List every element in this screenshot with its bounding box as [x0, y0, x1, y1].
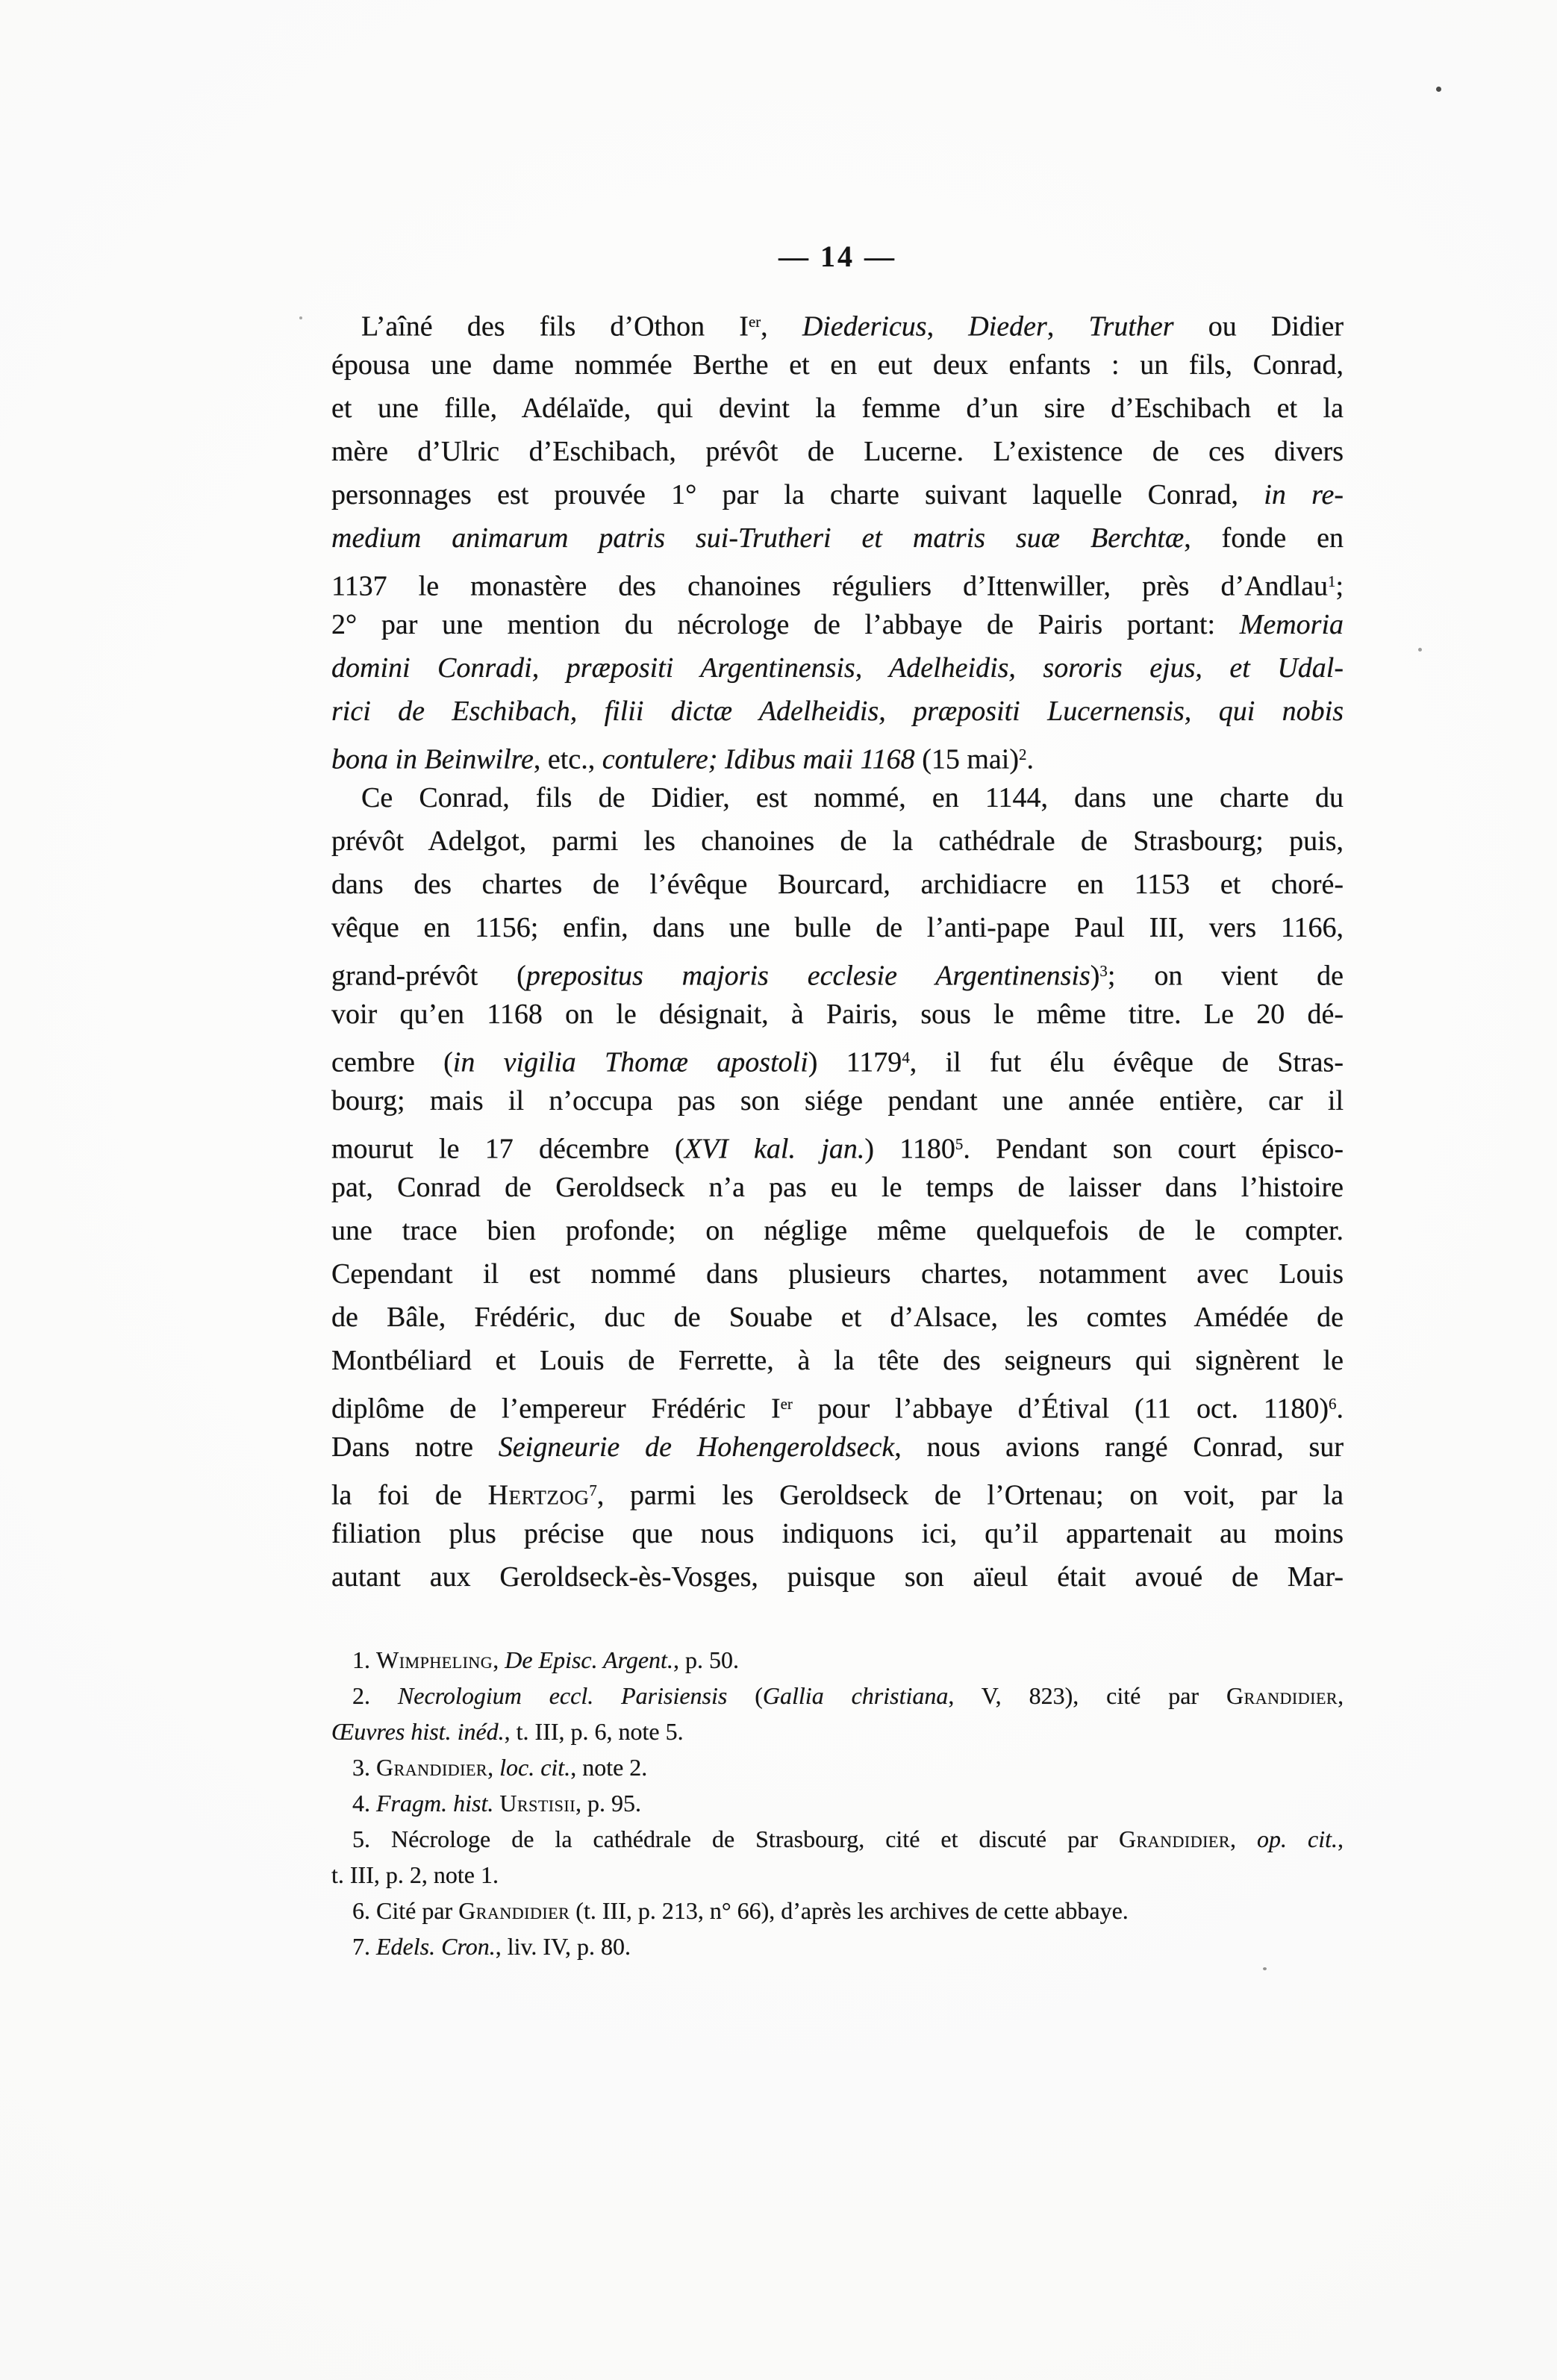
body-line: medium animarum patris sui-Trutheri et matris suæ Berchtæ, fonde en	[331, 522, 1344, 554]
footnote-line: 1. Wimpheling, De Episc. Argent., p. 50.	[352, 1646, 739, 1673]
footnote-line: 3. Grandidier, loc. cit., note 2.	[352, 1754, 648, 1781]
body-line: mère d’Ulric d’Eschibach, prévôt de Lucerne. L’existence de ces divers	[331, 436, 1344, 467]
footnote-line: 2. Necrologium eccl. Parisiensis (Gallia christiana, V, 823), cité par Grandidier,	[352, 1682, 1344, 1709]
body-line: grand-prévôt (prepositus majoris ecclesie Argentinensis)$^3$; on vient de	[331, 960, 1344, 992]
body-line: Ce Conrad, fils de Didier, est nommé, en 1144, dans une charte du	[361, 782, 1344, 813]
body-line: de Bâle, Frédéric, duc de Souabe et d’Alsace, les comtes Amédée de	[331, 1302, 1344, 1333]
footnote-line: 5. Nécrologe de la cathédrale de Strasbourg, cité et discuté par Grandidier, op. cit.,	[352, 1825, 1344, 1852]
body-line: rici de Eschibach, filii dictæ Adelheidis, præpositi Lucernensis, qui nobis	[331, 696, 1344, 727]
footnote-line: 4. Fragm. hist. Urstisii, p. 95.	[352, 1790, 642, 1817]
body-line: 1137 le monastère des chanoines réguliers d’Ittenwiller, près d’Andlau$^1$;	[331, 570, 1344, 602]
body-line: diplôme de l’empereur Frédéric Ier pour l’abbaye d’Étival (11 oct. 1180)$^6$.	[331, 1393, 1344, 1425]
text-block	[331, 0, 1344, 2380]
body-line: dans des chartes de l’évêque Bourcard, archidiacre en 1153 et choré-	[331, 869, 1344, 900]
body-line: et une fille, Adélaïde, qui devint la femme d’un sire d’Eschibach et la	[331, 393, 1344, 424]
body-line: prévôt Adelgot, parmi les chanoines de la cathédrale de Strasbourg; puis,	[331, 825, 1344, 857]
body-line: une trace bien profonde; on néglige même quelquefois de le compter.	[331, 1215, 1344, 1246]
footnotes	[331, 1642, 1344, 1964]
body-line: personnages est prouvée 1° par la charte suivant laquelle Conrad, in re-	[331, 479, 1344, 510]
body-line: vêque en 1156; enfin, dans une bulle de l’anti-pape Paul III, vers 1166,	[331, 912, 1344, 943]
scan-speck	[1418, 648, 1422, 652]
body-line: bourg; mais il n’occupa pas son siége pendant une année entière, car il	[331, 1085, 1344, 1116]
body-line: Dans notre Seigneurie de Hohengeroldseck, nous avions rangé Conrad, sur	[331, 1431, 1344, 1463]
body-line: domini Conradi, præpositi Argentinensis, Adelheidis, sororis ejus, et Udal-	[331, 652, 1344, 684]
body-line: 2° par une mention du nécrologe de l’abbaye de Pairis portant: Memoria	[331, 609, 1344, 640]
scan-speck	[299, 316, 302, 319]
body-line: filiation plus précise que nous indiquons ici, qu’il appartenait au moins	[331, 1518, 1344, 1549]
body-line: cembre (in vigilia Thomæ apostoli) 1179$^4$, il fut élu évêque de Stras-	[331, 1046, 1344, 1078]
body-line: Cependant il est nommé dans plusieurs chartes, notamment avec Louis	[331, 1258, 1344, 1290]
body-line: pat, Conrad de Geroldseck n’a pas eu le temps de laisser dans l’histoire	[331, 1172, 1344, 1203]
page-number: — 14 —	[778, 240, 896, 273]
body-line: la foi de Hertzog$^7$, parmi les Geroldseck de l’Ortenau; on voit, par la	[331, 1479, 1344, 1511]
footnote-line: t. III, p. 2, note 1.	[331, 1861, 499, 1888]
body-line: mourut le 17 décembre (XVI kal. jan.) 1180$^5$. Pendant son court épisco-	[331, 1133, 1344, 1165]
footnote-line: 6. Cité par Grandidier (t. III, p. 213, n° 66), d’après les archives de cette abbaye.	[352, 1897, 1129, 1924]
footnote-line: 7. Edels. Cron., liv. IV, p. 80.	[352, 1933, 631, 1960]
body-line: bona in Beinwilre, etc., contulere; Idibus maii 1168 (15 mai)$^2$.	[331, 743, 1034, 775]
footnote-line: Œuvres hist. inéd., t. III, p. 6, note 5.	[331, 1718, 684, 1745]
body-line: L’aîné des fils d’Othon Ier, Diedericus, Dieder, Truther ou Didier	[361, 310, 1344, 343]
scan-speck	[1263, 1967, 1267, 1970]
body-text	[331, 300, 1344, 1599]
body-line: voir qu’en 1168 on le désignait, à Pairis, sous le même titre. Le 20 dé-	[331, 999, 1344, 1030]
scan-speck	[1436, 87, 1441, 92]
body-line: Montbéliard et Louis de Ferrette, à la tête des seigneurs qui signèrent le	[331, 1345, 1344, 1376]
body-line: épousa une dame nommée Berthe et en eut deux enfants : un fils, Conrad,	[331, 349, 1344, 381]
body-line: autant aux Geroldseck-ès-Vosges, puisque son aïeul était avoué de Mar-	[331, 1561, 1344, 1593]
